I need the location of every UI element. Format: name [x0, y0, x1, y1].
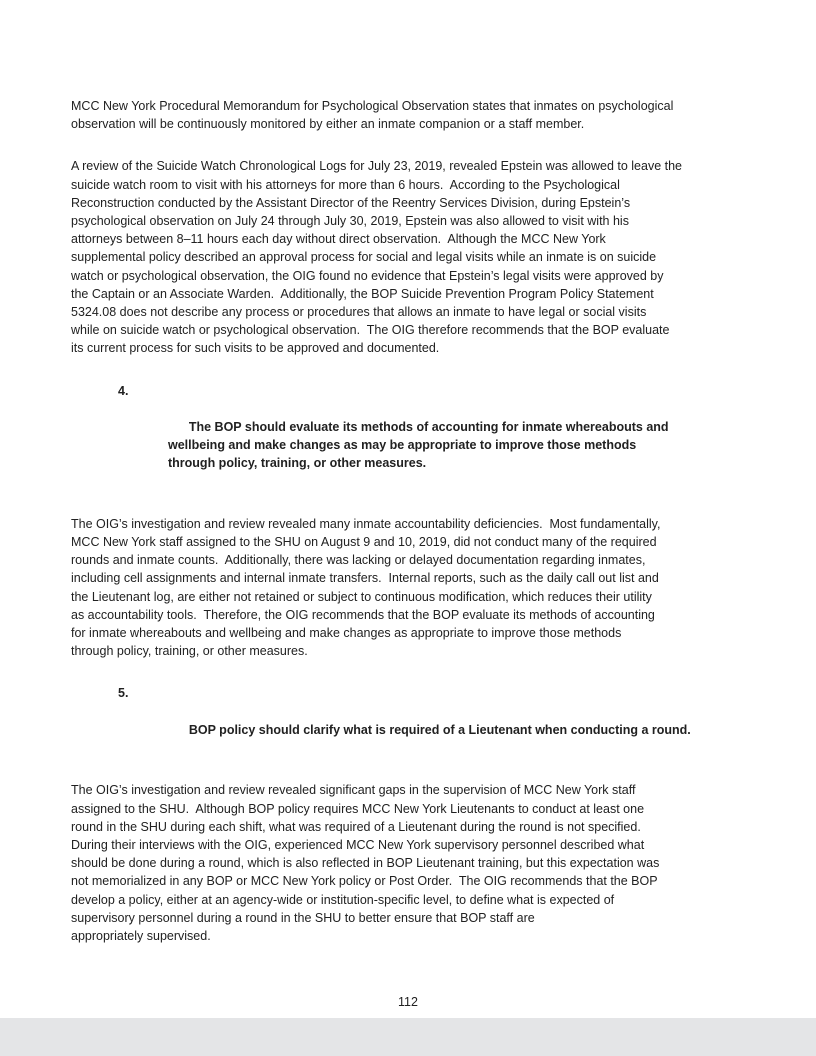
paragraph-accountability-deficiencies: The OIG’s investigation and review revealed many inmate accountability deficiencies. Most fundamentally, MCC New York staff assigned to the SHU on August 9 and 10, 2019, did not conduct many of the required rounds and inmate counts. Additionally, there was lacking or delayed documentation regarding inmates, including cell assignments and internal inmate transfers. Internal reports, such as the daily call out list and the Lieutenant log, are either not retained or subject to continuous modification, which reduces their utility as accountability tools. Therefore, the OIG recommends that the BOP evaluate its methods of accounting for inmate whereabouts and wellbeing and make changes as appropriate to improve those methods through policy, training, or other measures. — [71, 516, 661, 659]
recommendation-4-number: 4. — [118, 383, 129, 398]
recommendation-5 — [71, 684, 747, 757]
page-body — [71, 97, 747, 969]
recommendation-5-number: 5. — [118, 686, 129, 701]
footer-bar — [0, 1018, 816, 1056]
recommendation-4-text: The BOP should evaluate its methods of accounting for inmate whereabouts and wellbeing and make changes as may be appropriate to improve those methods through policy, training, or other measures. — [168, 420, 669, 471]
recommendation-4 — [71, 382, 747, 491]
page-number: 112 — [398, 995, 418, 1009]
paragraph-supervision-gaps: The OIG’s investigation and review revealed significant gaps in the supervision of MCC New York staff assigned to the SHU. Although BOP policy requires MCC New York Lieutenants to conduct at least one round in the SHU during each shift, what was required of a Lieutenant during the round is not specified. During their interviews with the OIG, experienced MCC New York supervisory personnel described what should be done during a round, which is also reflected in BOP Lieutenant training, but this expectation was not memorialized in any BOP or MCC New York policy or Post Order. The OIG recommends that the BOP develop a policy, either at an agency-wide or institution-specific level, to define what is expected of supervisory personnel during a round in the SHU to better ensure that BOP staff are appropriately supervised. — [71, 783, 660, 943]
recommendation-5-text: BOP policy should clarify what is required of a Lieutenant when conducting a round. — [188, 722, 691, 737]
paragraph-suicide-watch-logs: A review of the Suicide Watch Chronological Logs for July 23, 2019, revealed Epstein was allowed to leave the suicide watch room to visit with his attorneys for more than 6 hours. According to the Psychological Reconstruction conducted by the Assistant Director of the Reentry Services Division, during Epstein’s psychological observation on July 24 through July 30, 2019, Epstein was also allowed to visit with his attorneys between 8–11 hours each day without direct observation. Although the MCC New York supplemental policy described an approval process for social and legal visits while an inmate is on suicide watch or psychological observation, the OIG found no evidence that Epstein’s legal visits were approved by the Captain or an Associate Warden. Additionally, the BOP Suicide Prevention Program Policy Statement 5324.08 does not describe any process or procedures that allows an inmate to have legal or social visits while on suicide watch or psychological observation. The OIG therefore recommends that the BOP evaluate its current process for such visits to be approved and documented. — [71, 159, 682, 356]
paragraph-observation-policy: MCC New York Procedural Memorandum for Psychological Observation states that inmates on psychological observation will be continuously monitored by either an inmate companion or a staff member. — [71, 99, 674, 132]
